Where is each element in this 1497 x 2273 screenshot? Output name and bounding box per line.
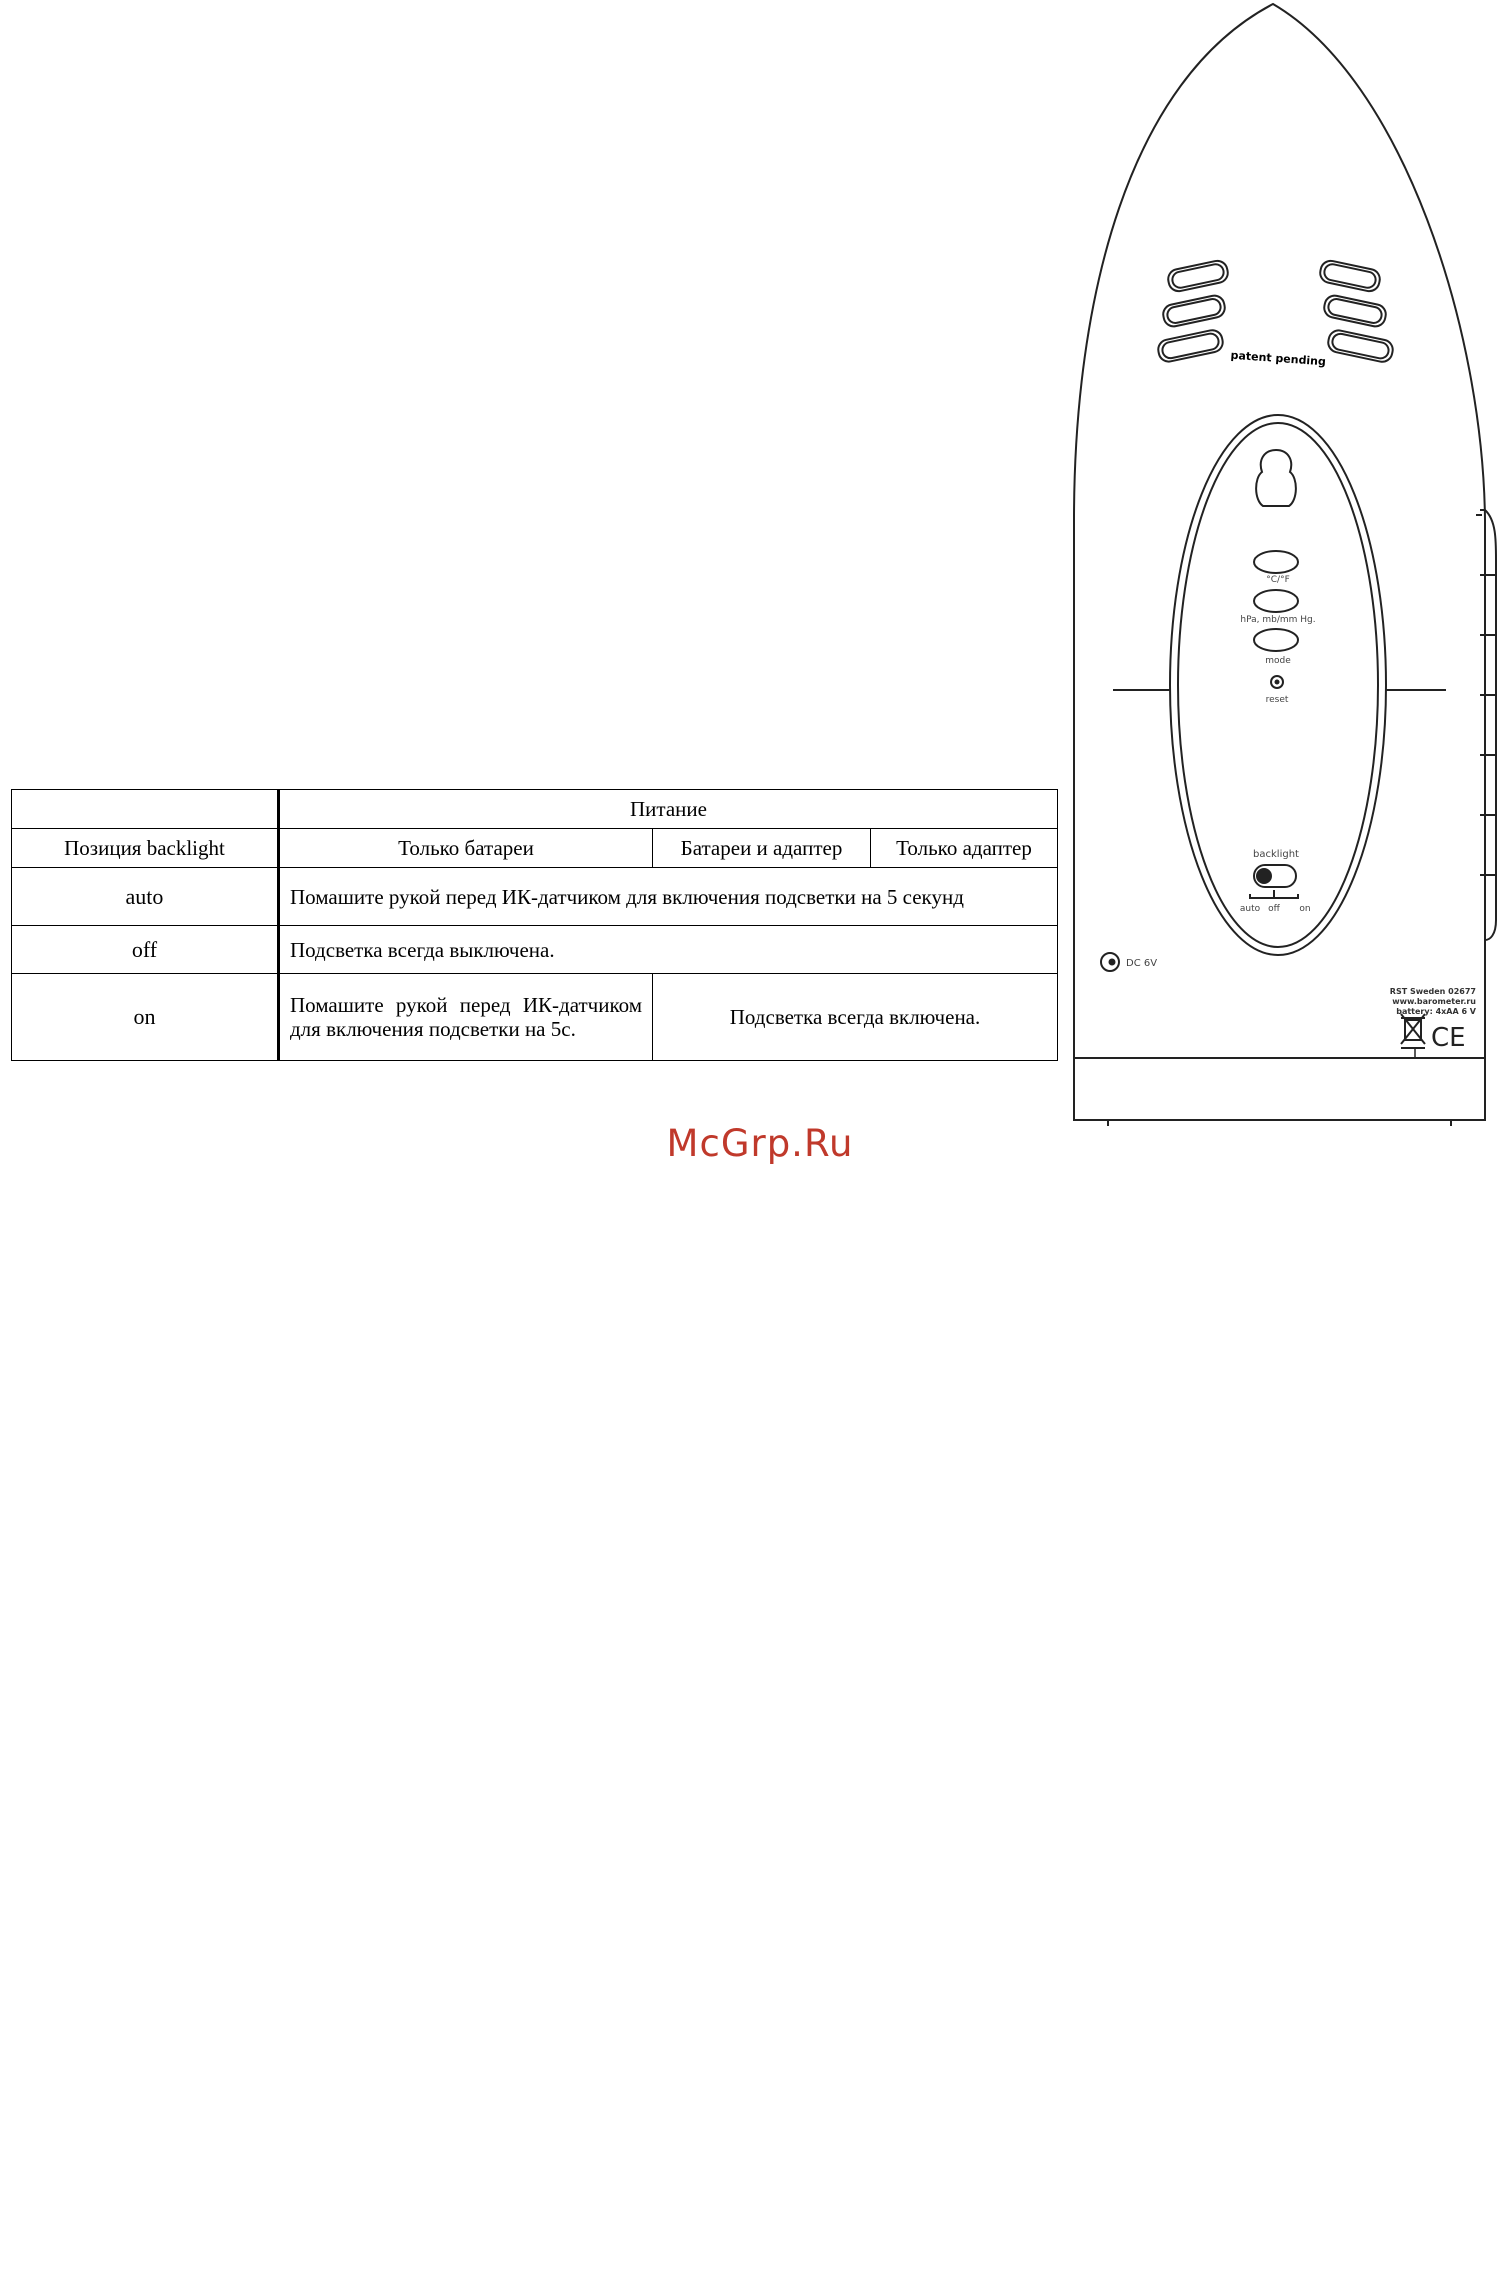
weee-bin-icon (1401, 1014, 1425, 1048)
switch-on-label: on (1299, 904, 1311, 914)
adapter-column-header: Только адаптер (871, 829, 1058, 868)
rating-label-line1: RST Sweden 02677 (1389, 987, 1476, 996)
dc-jack-icon (1101, 953, 1119, 971)
dc-label: DC 6V (1126, 958, 1158, 969)
temp-unit-button (1254, 551, 1298, 573)
switch-off-label: off (1268, 904, 1280, 914)
batteries-column-header: Только батареи (279, 829, 653, 868)
backlight-label: backlight (1253, 849, 1299, 860)
description-cell: Подсветка всегда включена. (653, 974, 1058, 1061)
table-row (12, 868, 1058, 926)
vent-left (1156, 259, 1229, 363)
table-row (12, 926, 1058, 974)
front-panel-inner (1178, 423, 1378, 947)
mode-label: mode (1265, 656, 1291, 666)
table-corner-cell (12, 790, 279, 829)
barometer-device-drawing (1068, 0, 1497, 1130)
table-subheader-row (12, 829, 1058, 868)
front-panel-outer (1170, 415, 1386, 955)
mode-button (1254, 629, 1298, 651)
position-cell: on (12, 974, 279, 1061)
power-header: Питание (279, 790, 1058, 829)
watermark: McGrp.Ru (666, 1122, 854, 1165)
rating-label-line2: www.barometer.ru (1392, 997, 1476, 1006)
ce-mark: CE (1431, 1023, 1466, 1053)
both-column-header: Батареи и адаптер (653, 829, 871, 868)
vent-right (1318, 259, 1394, 364)
temp-unit-label: °C/°F (1266, 575, 1290, 585)
keyhole-icon (1256, 450, 1296, 506)
backlight-power-table (11, 789, 1058, 1061)
pressure-unit-button (1254, 590, 1298, 612)
position-cell: auto (12, 868, 279, 926)
reset-label: reset (1265, 695, 1289, 705)
pressure-unit-label: hPa, mb/mm Hg. (1240, 615, 1316, 625)
table-row (12, 974, 1058, 1061)
patent-text: patent pending (1230, 348, 1327, 369)
position-column-header: Позиция backlight (12, 829, 279, 868)
device-body-outline (1074, 4, 1485, 1058)
device-base (1074, 1058, 1485, 1120)
description-cell: Подсветка всегда выключена. (279, 926, 1058, 974)
switch-auto-label: auto (1239, 904, 1261, 914)
position-cell: off (12, 926, 279, 974)
table-header-row (12, 790, 1058, 829)
description-cell: Помашите рукой перед ИК-датчиком для включения подсветки на 5с. (279, 974, 653, 1061)
rating-label-line3: battery: 4xAA 6 V (1396, 1007, 1476, 1016)
description-cell: Помашите рукой перед ИК-датчиком для включения подсветки на 5 секунд (279, 868, 1058, 926)
